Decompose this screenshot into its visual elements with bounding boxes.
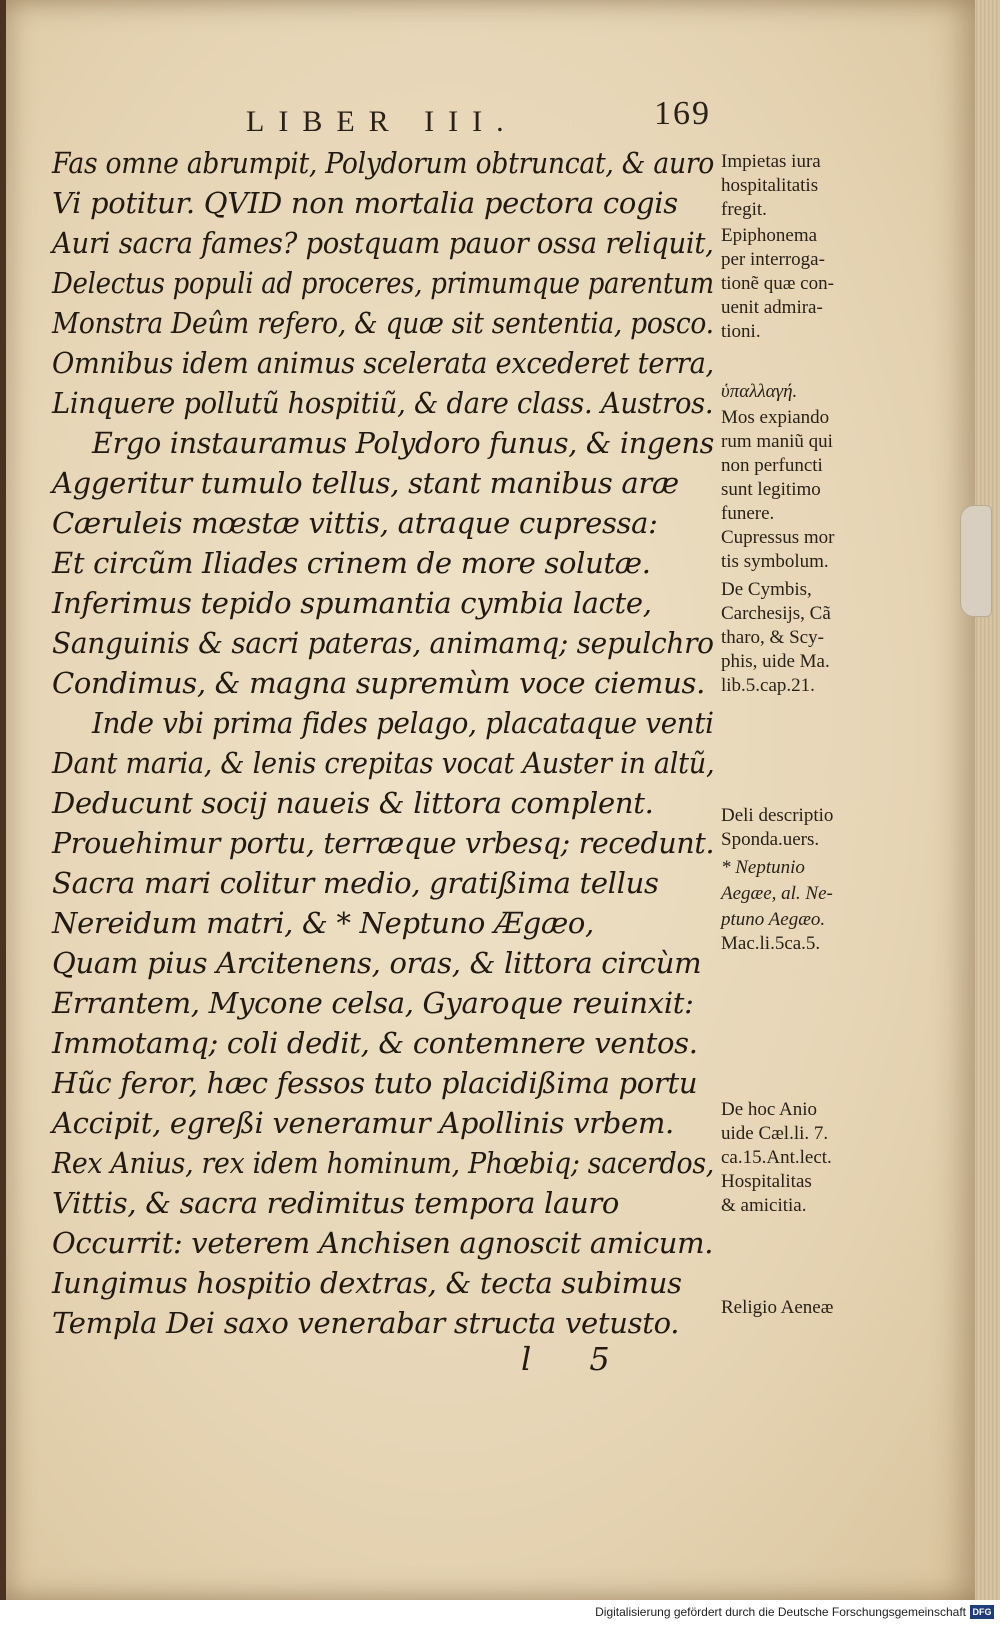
margin-note: Epiphonema: [721, 225, 818, 246]
margin-note: Impietas iura: [721, 151, 821, 172]
verse-line: Occurrit: veterem Anchisen agnoscit amicum.: [52, 1226, 714, 1260]
verse-line: Nereidum matri, & * Neptuno Ægæo,: [52, 906, 594, 940]
funding-notice: Digitalisierung gefördert durch die Deutsche Forschungsgemeinschaft: [595, 1605, 966, 1619]
verse-line: Vi potitur. QVID non mortalia pectora cogis: [52, 186, 678, 220]
verse-line: Immotamq; coli dedit, & contemnere ventos.: [52, 1026, 698, 1060]
verse-line: Inferimus tepido spumantia cymbia lacte,: [52, 586, 652, 620]
margin-note: ptuno Aegæo.: [721, 909, 826, 930]
verse-line: Auri sacra fames? postquam pauor ossa reliquit,: [52, 226, 714, 260]
verse-line: Ergo instauramus Polydoro funus, & ingens: [92, 426, 715, 460]
verse-line: Et circũm Iliades crinem de more solutæ.: [52, 546, 651, 580]
verse-line: Quam pius Arcitenens, oras, & littora circùm: [52, 946, 702, 980]
verse-line: Prouehimur portu, terræque vrbesq; recedunt.: [52, 826, 715, 860]
verse-line: Aggeritur tumulo tellus, stant manibus aræ: [52, 466, 679, 500]
margin-note: Mac.li.5ca.5.: [721, 933, 821, 954]
verse-line: Cæruleis mœstæ vittis, atraque cupressa:: [52, 506, 658, 540]
margin-note: fregit.: [721, 199, 767, 220]
verse-line: Sanguinis & sacri pateras, animamq; sepulchro: [52, 626, 714, 660]
margin-note: non perfuncti: [721, 455, 823, 476]
margin-note: rum maniũ qui: [721, 431, 833, 452]
margin-note: Cupressus mor: [721, 527, 835, 548]
margin-note: uenit admira-: [721, 297, 823, 318]
verse-line: Hũc feror, hæc fessos tuto placidißima portu: [52, 1066, 698, 1100]
margin-note: lib.5.cap.21.: [721, 675, 815, 696]
page-edges: [975, 0, 1000, 1600]
margin-note: Sponda.uers.: [721, 829, 820, 850]
margin-note: hospitalitatis: [721, 175, 819, 196]
margin-note: ca.15.Ant.lect.: [721, 1147, 832, 1168]
margin-note: De Cymbis,: [721, 579, 812, 600]
book-page: [6, 0, 981, 1600]
margin-note: phis, uide Ma.: [721, 651, 830, 672]
margin-note: Aegæe, al. Ne-: [721, 883, 833, 904]
margin-note: tis symbolum.: [721, 551, 829, 572]
margin-note: funere.: [721, 503, 775, 524]
verse-line: Delectus populi ad proceres, primumque parentum: [52, 266, 714, 300]
page-tab: [960, 505, 992, 617]
page-number: 169: [654, 95, 711, 132]
margin-note: Hospitalitas: [721, 1171, 812, 1192]
margin-note: per interroga-: [721, 249, 825, 270]
verse-line: Accipit, egreßi veneramur Apollinis vrbem.: [52, 1106, 674, 1140]
signature-mark: l 5: [521, 1340, 634, 1378]
margin-note: Carchesijs, Cã: [721, 603, 831, 624]
margin-note: * Neptunio: [721, 857, 805, 878]
margin-note: tharo, & Scy-: [721, 627, 824, 648]
running-head-title: LIBER III.: [246, 105, 518, 138]
dfg-logo: DFG: [970, 1605, 994, 1619]
verse-line: Condimus, & magna supremùm voce ciemus.: [52, 666, 705, 700]
verse-line: Inde vbi prima fides pelago, placataque venti: [92, 706, 714, 740]
verse-line: Sacra mari colitur medio, gratißima tellus: [52, 866, 659, 900]
margin-note: Religio Aeneæ: [721, 1297, 834, 1318]
footer-bar: [0, 1600, 1000, 1625]
verse-line: Deducunt socij naueis & littora complent.: [52, 786, 654, 820]
verse-line: Dant maria, & lenis crepitas vocat Auster in altũ,: [52, 746, 715, 780]
verse-line: Iungimus hospitio dextras, & tecta subimus: [52, 1266, 682, 1300]
verse-line: Errantem, Mycone celsa, Gyaroque reuinxit:: [52, 986, 694, 1020]
verse-line: Templa Dei saxo venerabar structa vetusto.: [52, 1306, 680, 1340]
verse-line: Linquere pollutũ hospitiũ, & dare class. Austros.: [52, 386, 714, 420]
margin-note: ὑπαλλαγή.: [721, 381, 798, 402]
verse-line: Omnibus idem animus scelerata excederet terra,: [52, 346, 714, 380]
margin-note: tionẽ quæ con-: [721, 273, 834, 294]
verse-line: Fas omne abrumpit, Polydorum obtruncat, & auro: [52, 146, 715, 180]
margin-note: sunt legitimo: [721, 479, 821, 500]
margin-note: De hoc Anio: [721, 1099, 818, 1120]
margin-note: tioni.: [721, 321, 761, 342]
margin-note: Deli descriptio: [721, 805, 834, 826]
verse-line: Rex Anius, rex idem hominum, Phœbiq; sacerdos,: [52, 1146, 714, 1180]
verse-line: Vittis, & sacra redimitus tempora lauro: [52, 1186, 620, 1220]
margin-note: uide Cæl.li. 7.: [721, 1123, 829, 1144]
margin-note: & amicitia.: [721, 1195, 807, 1216]
margin-note: Mos expiando: [721, 407, 830, 428]
verse-line: Monstra Deûm refero, & quæ sit sententia, posco.: [52, 306, 714, 340]
